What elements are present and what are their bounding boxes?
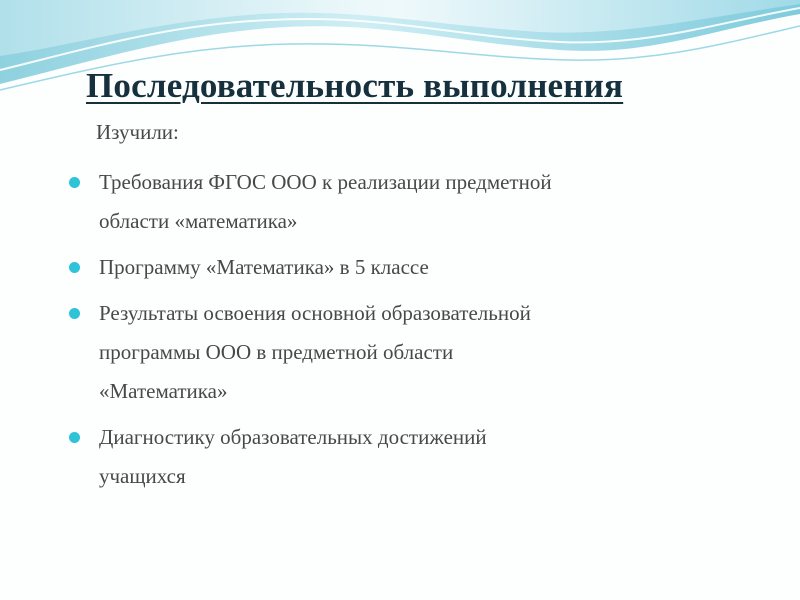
bullet-icon: [69, 432, 80, 443]
list-item-line: Программу «Математика» в 5 классе: [99, 255, 429, 279]
list-item-line: Результаты освоения основной образовательной: [99, 301, 531, 325]
list-item: [0, 163, 800, 241]
list-item-line: Требования ФГОС ООО к реализации предметной: [99, 170, 552, 194]
list-item-line: «Математика»: [99, 379, 228, 403]
slide-title: Последовательность выполнения: [86, 66, 624, 105]
list-item-line: учащихся: [99, 464, 186, 488]
list-item: [0, 294, 800, 411]
list-item: [0, 418, 800, 496]
bullet-icon: [69, 308, 80, 319]
list-item: [0, 248, 800, 287]
bullet-icon: [69, 262, 80, 273]
bullet-icon: [69, 177, 80, 188]
intro-label: Изучили:: [96, 120, 179, 144]
list-item-line: Диагностику образовательных достижений: [99, 425, 487, 449]
list-item-line: программы ООО в предметной области: [99, 340, 454, 364]
list-item-line: области «математика»: [99, 209, 298, 233]
bullet-list: [0, 163, 800, 503]
